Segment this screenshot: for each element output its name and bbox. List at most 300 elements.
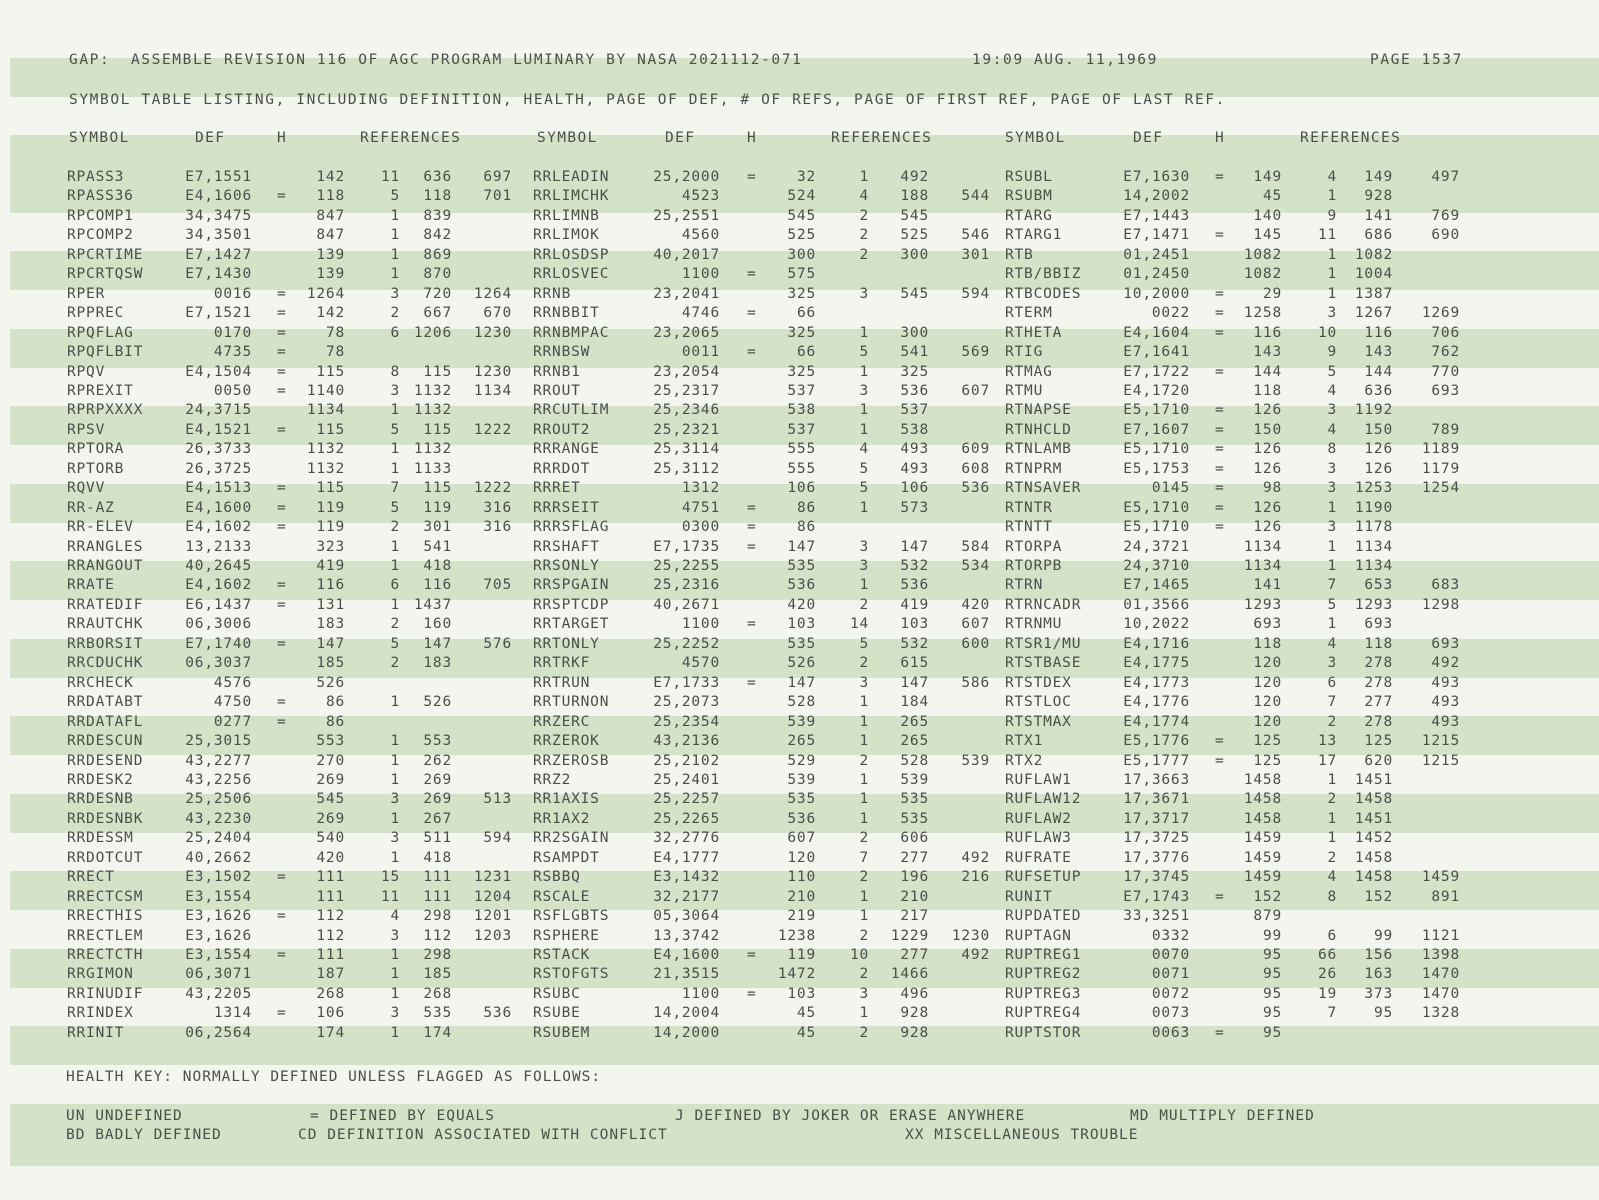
first-ref: 278 (1364, 674, 1393, 691)
symbol-name: RRDESNBK (67, 810, 144, 827)
first-ref: 493 (900, 460, 929, 477)
first-ref: 267 (423, 810, 452, 827)
first-ref: 147 (900, 538, 929, 555)
def-page: 269 (316, 810, 345, 827)
first-ref: 545 (900, 285, 929, 302)
symbol-name: RRDESK2 (67, 771, 134, 788)
symbol-def: 21,3515 (653, 966, 720, 983)
first-ref: 265 (900, 713, 929, 730)
first-ref: 636 (1364, 382, 1393, 399)
symbol-name: RRTRKF (533, 655, 591, 672)
symbol-def: 17,3663 (1123, 771, 1190, 788)
def-page: 185 (316, 655, 345, 672)
first-ref: 532 (900, 558, 929, 574)
symbol-def: E6,1437 (185, 596, 252, 613)
last-ref: 706 (1431, 324, 1460, 341)
def-page: 120 (787, 849, 816, 866)
symbol-health: = (747, 985, 757, 1002)
symbol-health: = (277, 694, 287, 711)
ref-count: 6 (1327, 674, 1337, 691)
symbol-def: 4751 (681, 499, 720, 516)
def-page: 1472 (777, 966, 816, 983)
last-ref: 607 (961, 616, 990, 633)
def-page: 325 (787, 285, 816, 302)
first-ref: 152 (1364, 888, 1393, 905)
last-ref: 697 (483, 169, 512, 185)
key-equals: = DEFINED BY EQUALS (310, 1108, 495, 1124)
symbol-name: RTNPRM (1005, 460, 1063, 477)
print-date: 19:09 AUG. 11,1969 (972, 52, 1158, 68)
last-ref: 600 (961, 635, 990, 652)
first-ref: 1458 (1354, 849, 1393, 866)
symbol-def: 25,2073 (653, 694, 720, 711)
symbol-name: RPPREC (67, 305, 125, 322)
first-ref: 928 (1364, 188, 1393, 205)
def-page: 126 (1253, 499, 1282, 516)
symbol-name: RUFRATE (1005, 849, 1072, 866)
first-ref: 99 (1373, 927, 1393, 944)
def-page: 143 (1253, 344, 1282, 361)
symbol-name: RRSPTCDP (533, 596, 610, 613)
first-ref: 1451 (1354, 771, 1393, 788)
last-ref: 586 (961, 674, 990, 691)
ref-count: 7 (1327, 1005, 1337, 1022)
def-page: 539 (787, 713, 816, 730)
last-ref: 1269 (1421, 305, 1460, 322)
ref-count: 1 (390, 947, 400, 963)
def-page: 1132 (306, 441, 345, 458)
ref-count: 1 (859, 421, 869, 438)
ref-count: 3 (390, 791, 400, 808)
symbol-def: 23,2065 (653, 324, 720, 341)
def-page: 1134 (306, 402, 345, 419)
symbol-def: E5,1753 (1123, 460, 1190, 477)
first-ref: 419 (900, 596, 929, 613)
symbol-name: RRZEROK (533, 733, 600, 750)
symbol-name: RR1AX2 (533, 810, 591, 827)
def-page: 142 (316, 169, 345, 185)
ref-count: 4 (1327, 869, 1337, 886)
first-ref: 147 (900, 674, 929, 691)
ref-count: 1 (390, 985, 400, 1002)
symbol-def: 17,3776 (1123, 849, 1190, 866)
first-ref: 95 (1373, 1005, 1393, 1022)
symbol-health: = (747, 344, 757, 361)
def-page: 147 (787, 674, 816, 691)
def-page: 125 (1253, 752, 1282, 769)
last-ref: 493 (1431, 713, 1460, 730)
ref-count: 1 (859, 888, 869, 905)
symbol-name: RTNLAMB (1005, 441, 1072, 458)
col-references-2: REFERENCES (831, 130, 933, 146)
ref-count: 1 (1327, 499, 1337, 516)
def-page: 1134 (1243, 538, 1282, 555)
ref-count: 2 (1327, 713, 1337, 730)
last-ref: 492 (1431, 655, 1460, 672)
symbol-name: RRDATAFL (67, 713, 144, 730)
def-page: 847 (316, 227, 345, 244)
key-undefined: UN UNDEFINED (66, 1108, 183, 1124)
first-ref: 268 (423, 985, 452, 1002)
ref-count: 2 (859, 830, 869, 847)
ref-count: 5 (1327, 596, 1337, 613)
symbol-def: 0170 (213, 324, 252, 341)
symbol-name: RRLOSDSP (533, 246, 610, 263)
symbol-def: 06,3071 (185, 966, 252, 983)
symbol-def: E7,1430 (185, 266, 252, 283)
symbol-name: RRDESEND (67, 752, 144, 769)
first-ref: 553 (423, 733, 452, 750)
def-page: 1459 (1243, 849, 1282, 866)
symbol-name: RRRSFLAG (533, 519, 610, 536)
first-ref: 636 (423, 169, 452, 185)
symbol-def: 40,2662 (185, 849, 252, 866)
first-ref: 620 (1364, 752, 1393, 769)
symbol-health: = (277, 305, 287, 322)
assembly-title: GAP: ASSEMBLE REVISION 116 OF AGC PROGRAM LUMINARY BY NASA 2021112-071 (69, 52, 803, 68)
symbol-def: E4,1773 (1123, 674, 1190, 691)
def-page: 125 (1253, 733, 1282, 750)
def-page: 553 (316, 733, 345, 750)
symbol-def: E5,1777 (1123, 752, 1190, 769)
symbol-health: = (1215, 305, 1225, 322)
ref-count: 2 (859, 966, 869, 983)
symbol-name: RRBORSIT (67, 635, 144, 652)
def-page: 45 (796, 1005, 816, 1022)
first-ref: 492 (900, 169, 929, 185)
def-page: 86 (796, 519, 816, 536)
symbol-name: RRTONLY (533, 635, 600, 652)
symbol-name: RUPTREG2 (1005, 966, 1082, 983)
symbol-health: = (277, 869, 287, 886)
symbol-name: RSAMPDT (533, 849, 600, 866)
ref-count: 2 (859, 752, 869, 769)
symbol-def: 4560 (681, 227, 720, 244)
last-ref: 609 (961, 441, 990, 458)
symbol-def: 24,3710 (1123, 558, 1190, 574)
last-ref: 1134 (473, 382, 512, 399)
symbol-def: 0145 (1151, 480, 1190, 497)
ref-count: 2 (1327, 849, 1337, 866)
symbol-def: 01,2451 (1123, 246, 1190, 263)
last-ref: 1222 (473, 480, 512, 497)
first-ref: 163 (1364, 966, 1393, 983)
ref-count: 15 (380, 869, 400, 886)
def-page: 325 (787, 324, 816, 341)
symbol-health: = (277, 577, 287, 594)
symbol-def: 0300 (681, 519, 720, 536)
symbol-def: 14,2000 (653, 1024, 720, 1041)
def-page: 118 (1253, 635, 1282, 652)
ref-count: 3 (859, 382, 869, 399)
first-ref: 1267 (1354, 305, 1393, 322)
ref-count: 1 (1327, 285, 1337, 302)
def-page: 118 (316, 188, 345, 205)
def-page: 420 (787, 596, 816, 613)
ref-count: 1 (390, 538, 400, 555)
ref-count: 1 (1327, 810, 1337, 827)
def-page: 119 (316, 519, 345, 536)
def-page: 66 (796, 344, 816, 361)
first-ref: 325 (900, 363, 929, 380)
symbol-def: E4,1600 (653, 947, 720, 963)
def-page: 187 (316, 966, 345, 983)
def-page: 115 (316, 363, 345, 380)
first-ref: 667 (423, 305, 452, 322)
def-page: 540 (316, 830, 345, 847)
ref-count: 10 (849, 947, 869, 963)
symbol-name: RRNB1 (533, 363, 581, 380)
first-ref: 118 (1364, 635, 1393, 652)
symbol-def: 0050 (213, 382, 252, 399)
ref-count: 6 (390, 577, 400, 594)
ref-count: 3 (390, 285, 400, 302)
last-ref: 420 (961, 596, 990, 613)
symbol-health: = (1215, 402, 1225, 419)
first-ref: 536 (900, 577, 929, 594)
def-page: 142 (316, 305, 345, 322)
last-ref: 670 (483, 305, 512, 322)
symbol-def: 05,3064 (653, 908, 720, 925)
last-ref: 316 (483, 519, 512, 536)
def-page: 144 (1253, 363, 1282, 380)
first-ref: 150 (1364, 421, 1393, 438)
symbol-name: RTNSAVER (1005, 480, 1082, 497)
ref-count: 1 (859, 1005, 869, 1022)
symbol-def: 0011 (681, 344, 720, 361)
ref-count: 2 (390, 519, 400, 536)
symbol-health: = (747, 499, 757, 516)
ref-count: 1 (1327, 246, 1337, 263)
symbol-name: RRNBBIT (533, 305, 600, 322)
ref-count: 1 (1327, 558, 1337, 574)
symbol-name: RRCUTLIM (533, 402, 610, 419)
symbol-def: E3,1554 (185, 947, 252, 963)
symbol-def: E7,1740 (185, 635, 252, 652)
symbol-name: RTNTR (1005, 499, 1053, 516)
def-page: 120 (1253, 674, 1282, 691)
def-page: 95 (1262, 1024, 1282, 1041)
ref-count: 2 (859, 596, 869, 613)
first-ref: 188 (900, 188, 929, 205)
first-ref: 126 (1364, 460, 1393, 477)
symbol-name: RR1AXIS (533, 791, 600, 808)
symbol-def: 43,2205 (185, 985, 252, 1002)
ref-count: 1 (390, 402, 400, 419)
symbol-name: RPCOMP1 (67, 207, 134, 224)
last-ref: 1398 (1421, 947, 1460, 963)
def-page: 99 (1262, 927, 1282, 944)
first-ref: 1190 (1354, 499, 1393, 516)
symbol-def: 1312 (681, 480, 720, 497)
symbol-def: E4,1602 (185, 519, 252, 536)
ref-count: 1 (390, 227, 400, 244)
first-ref: 1082 (1354, 246, 1393, 263)
symbol-health: = (1215, 733, 1225, 750)
symbol-def: E4,1776 (1123, 694, 1190, 711)
ref-count: 7 (1327, 577, 1337, 594)
symbol-def: 4750 (213, 694, 252, 711)
symbol-health: = (747, 674, 757, 691)
ref-count: 2 (390, 616, 400, 633)
ref-count: 3 (390, 382, 400, 399)
symbol-name: RUFSETUP (1005, 869, 1082, 886)
symbol-def: E3,1502 (185, 869, 252, 886)
symbol-name: RRDATABT (67, 694, 144, 711)
symbol-name: RRLOSVEC (533, 266, 610, 283)
symbol-name: RSUBL (1005, 169, 1053, 185)
def-page: 95 (1262, 1005, 1282, 1022)
first-ref: 298 (423, 947, 452, 963)
first-ref: 532 (900, 635, 929, 652)
symbol-def: 25,2102 (653, 752, 720, 769)
def-page: 78 (325, 324, 345, 341)
symbol-def: E4,1521 (185, 421, 252, 438)
def-page: 1132 (306, 460, 345, 477)
def-page: 147 (316, 635, 345, 652)
symbol-def: E5,1710 (1123, 519, 1190, 536)
ref-count: 1 (859, 810, 869, 827)
key-conflict: CD DEFINITION ASSOCIATED WITH CONFLICT (298, 1127, 668, 1143)
ref-count: 1 (859, 324, 869, 341)
ref-count: 1 (390, 694, 400, 711)
symbol-name: RUPTAGN (1005, 927, 1072, 944)
last-ref: 1222 (473, 421, 512, 438)
symbol-def: E4,1602 (185, 577, 252, 594)
ref-count: 9 (1327, 207, 1337, 224)
def-page: 526 (787, 655, 816, 672)
first-ref: 1132 (413, 441, 452, 458)
def-page: 1458 (1243, 771, 1282, 788)
symbol-def: 32,2177 (653, 888, 720, 905)
ref-count: 1 (390, 558, 400, 574)
ref-count: 8 (390, 363, 400, 380)
ref-count: 1 (859, 908, 869, 925)
last-ref: 546 (961, 227, 990, 244)
ref-count: 3 (390, 1005, 400, 1022)
symbol-name: RRATE (67, 577, 115, 594)
ref-count: 2 (859, 869, 869, 886)
first-ref: 103 (900, 616, 929, 633)
first-ref: 278 (1364, 713, 1393, 730)
last-ref: 1230 (951, 927, 990, 944)
symbol-name: RTSTDEX (1005, 674, 1072, 691)
symbol-name: RRINUDIF (67, 985, 144, 1002)
def-page: 111 (316, 888, 345, 905)
symbol-name: RTNHCLD (1005, 421, 1072, 438)
symbol-name: RUPTREG1 (1005, 947, 1082, 963)
first-ref: 143 (1364, 344, 1393, 361)
ref-count: 3 (1327, 402, 1337, 419)
symbol-health: = (277, 635, 287, 652)
first-ref: 511 (423, 830, 452, 847)
symbol-name: RTSTBASE (1005, 655, 1082, 672)
symbol-def: 1314 (213, 1005, 252, 1022)
symbol-def: 43,2230 (185, 810, 252, 827)
symbol-name: RUPTSTOR (1005, 1024, 1082, 1041)
ref-count: 11 (1317, 227, 1337, 244)
first-ref: 720 (423, 285, 452, 302)
symbol-def: E7,1427 (185, 246, 252, 263)
first-ref: 1134 (1354, 538, 1393, 555)
symbol-name: RRNBSW (533, 344, 591, 361)
ref-count: 8 (1327, 888, 1337, 905)
symbol-name: RTIG (1005, 344, 1044, 361)
symbol-name: RRLIMOK (533, 227, 600, 244)
symbol-name: RUFLAW2 (1005, 810, 1072, 827)
symbol-def: 25,2255 (653, 558, 720, 574)
symbol-name: RPASS3 (67, 169, 125, 185)
def-page: 150 (1253, 421, 1282, 438)
symbol-def: 06,2564 (185, 1024, 252, 1041)
symbol-name: RRDESNB (67, 791, 134, 808)
last-ref: 534 (961, 558, 990, 574)
first-ref: 277 (1364, 694, 1393, 711)
last-ref: 1328 (1421, 1005, 1460, 1022)
def-page: 126 (1253, 441, 1282, 458)
ref-count: 1 (859, 733, 869, 750)
symbol-name: RTNTT (1005, 519, 1053, 536)
symbol-name: RRNBMPAC (533, 324, 610, 341)
symbol-health: = (277, 596, 287, 613)
def-page: 270 (316, 752, 345, 769)
ref-count: 5 (390, 188, 400, 205)
def-page: 325 (787, 363, 816, 380)
first-ref: 300 (900, 246, 929, 263)
symbol-name: RTNAPSE (1005, 402, 1072, 419)
symbol-name: RSTACK (533, 947, 591, 963)
symbol-def: 43,2256 (185, 771, 252, 788)
last-ref: 1254 (1421, 480, 1460, 497)
first-ref: 1293 (1354, 596, 1393, 613)
def-page: 45 (1262, 188, 1282, 205)
ref-count: 3 (1327, 460, 1337, 477)
symbol-name: RRTRUN (533, 674, 591, 691)
symbol-name: RUNIT (1005, 888, 1053, 905)
def-page: 525 (787, 227, 816, 244)
symbol-def: 0063 (1151, 1024, 1190, 1041)
symbol-name: RTORPA (1005, 538, 1063, 555)
def-page: 1459 (1243, 869, 1282, 886)
symbol-name: RRDESSM (67, 830, 134, 847)
first-ref: 928 (900, 1024, 929, 1041)
symbol-name: RPQFLAG (67, 324, 134, 341)
def-page: 1140 (306, 382, 345, 399)
symbol-def: 40,2645 (185, 558, 252, 574)
symbol-name: RRZ2 (533, 771, 572, 788)
def-page: 1458 (1243, 791, 1282, 808)
last-ref: 513 (483, 791, 512, 808)
ref-count: 8 (1327, 441, 1337, 458)
symbol-def: 0016 (213, 285, 252, 302)
symbol-name: RSCALE (533, 888, 591, 905)
symbol-name: RPREXIT (67, 382, 134, 399)
last-ref: 301 (961, 246, 990, 263)
def-page: 126 (1253, 460, 1282, 477)
first-ref: 217 (900, 908, 929, 925)
last-ref: 497 (1431, 169, 1460, 185)
ref-count: 2 (859, 207, 869, 224)
symbol-def: 34,3501 (185, 227, 252, 244)
symbol-name: RPQFLBIT (67, 344, 144, 361)
symbol-def: 43,2277 (185, 752, 252, 769)
col-def-1: DEF (195, 130, 226, 146)
symbol-def: 0071 (1151, 966, 1190, 983)
symbol-name: RSUBM (1005, 188, 1053, 205)
symbol-def: E7,1733 (653, 674, 720, 691)
first-ref: 144 (1364, 363, 1393, 380)
key-misc-trouble: XX MISCELLANEOUS TROUBLE (905, 1127, 1139, 1143)
